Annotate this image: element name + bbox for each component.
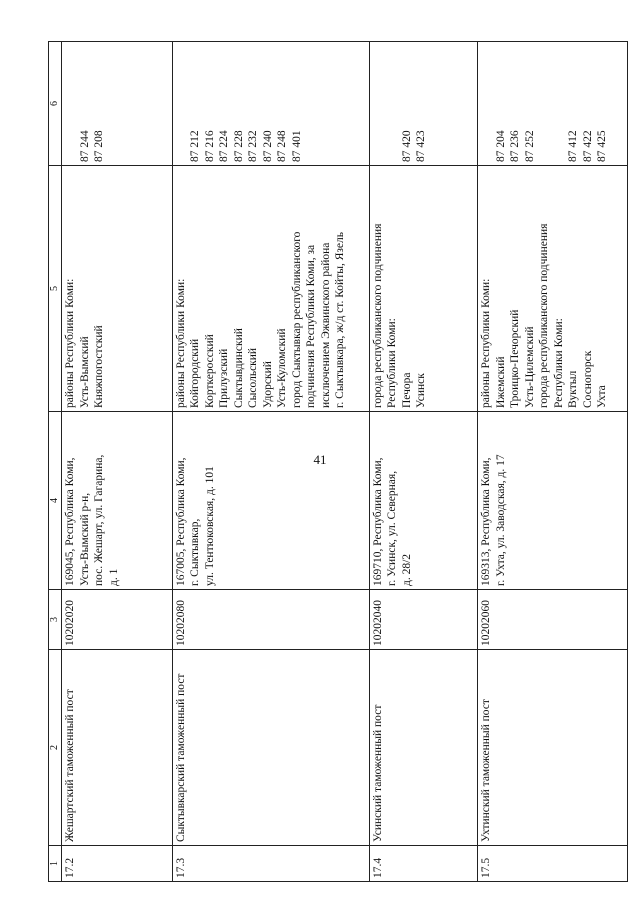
regions-cell [172,166,369,412]
column-header: 3 [49,590,62,650]
okato-codes-cell [172,42,369,166]
row-number: 17.3 [174,857,187,878]
address-line: 169045, Республика Коми, [64,457,76,586]
okato-code: 87 236 [509,130,522,162]
column-header: 4 [49,412,62,590]
region-line: город Сыктывкар республиканского [290,231,303,408]
post-code-cell [369,590,478,650]
region-line: Усинск [415,373,428,408]
address-line: г. Усинск, ул. Северная, [386,470,399,586]
region-line: Ухта [596,385,609,408]
address-line: 169710, Республика Коми, [371,457,384,586]
okato-codes-cell [369,42,478,166]
okato-codes-cell [478,42,628,166]
region-line: Сыктывдинский [232,328,245,408]
post-code: 10202080 [174,600,187,646]
address-line: г. Сыктывкар, [189,518,202,586]
post-name: Сыктывкарский таможенный пост [174,673,187,842]
region-line: районы Республики Коми: [480,278,493,408]
okato-code: 87 420 [400,130,413,162]
okato-code: 87 232 [247,130,260,162]
address-line: пос. Жешарт, ул. Гагарина, [93,454,105,586]
address-line: г. Ухта, ул. Заводская, д. 17 [494,454,507,586]
okato-code [371,45,386,162]
address-line: д. 1 [107,568,120,586]
post-name-cell [62,650,173,846]
header-row [49,42,62,882]
post-code-cell [172,590,369,650]
address-cell [62,412,173,590]
post-code: 10202040 [371,600,384,646]
regions-cell [369,166,478,412]
row-number: 17.2 [64,857,76,878]
region-line: районы Республики Коми: [64,278,76,408]
address-line: Усть-Вымский р-н, [78,492,91,586]
okato-code: 87 252 [523,130,536,162]
region-line: Княжпогостский [93,325,105,408]
post-name-cell [478,650,628,846]
regions-cell [478,166,628,412]
column-header: 2 [49,650,62,846]
okato-code [537,45,552,162]
row-number: 17.5 [480,857,493,878]
region-line: Печора [400,372,413,408]
page-number: 41 [313,452,327,467]
row-number-cell [369,846,478,882]
post-name-cell [172,650,369,846]
region-line: Усть-Куломский [276,328,289,408]
region-line: Койгородский [189,338,202,408]
post-code-cell [62,590,173,650]
table-row [62,42,173,882]
okato-code [479,45,494,162]
column-header: 5 [49,166,62,412]
address-line: 167005, Республика Коми, [174,457,187,586]
region-line: Сосногорск [581,350,594,408]
okato-code: 87 401 [290,130,303,162]
region-line: Троицко-Печорский [509,309,522,408]
post-code: 10202060 [480,600,493,646]
okato-codes-cell [62,42,173,166]
row-number-cell [172,846,369,882]
region-line: районы Республики Коми: [174,278,187,408]
region-line: Корткеросский [203,334,216,408]
table-row [172,42,369,882]
address-cell [172,412,369,590]
okato-code: 87 423 [415,130,428,162]
region-line: Усть-Вымский [78,336,91,408]
post-name: Ухтинский таможенный пост [480,699,493,842]
okato-code: 87 244 [78,130,91,162]
table-row [369,42,478,882]
address-line: 169313, Республика Коми, [480,457,493,586]
region-line: г. Сыктывкара, ж/д ст. Койты, Язель [334,232,347,408]
okato-code: 87 208 [93,130,105,162]
post-name: Жешартский таможенный пост [64,689,76,842]
region-line: Ижемский [494,356,507,408]
okato-code: 87 240 [261,130,274,162]
region-line: подчинения Республики Коми, за [305,244,318,408]
region-line: Усть-Цилемский [523,326,536,408]
okato-code: 87 412 [567,130,580,162]
post-code: 10202020 [64,600,76,646]
post-name: Усинский таможенный пост [371,704,384,842]
column-header: 1 [49,846,62,882]
regions-cell [62,166,173,412]
okato-code: 87 224 [218,130,231,162]
address-cell [478,412,628,590]
region-line: Республики Коми: [552,318,565,408]
post-code-cell [478,590,628,650]
region-line: Республики Коми: [386,318,399,408]
region-line: Удорский [261,361,274,408]
okato-code: 87 204 [494,130,507,162]
region-line: Вуктыл [567,370,580,408]
row-number-cell [478,846,628,882]
rotated-table-container [48,42,628,882]
customs-posts-table [48,41,628,882]
okato-code [552,45,567,162]
okato-code: 87 228 [232,130,245,162]
region-line: исключением Эжвинского района [319,242,332,408]
okato-code: 87 425 [596,130,609,162]
address-cell [369,412,478,590]
table-row [478,42,628,882]
address-line: ул. Тентюковская, д. 101 [203,466,216,586]
okato-code [174,45,189,162]
okato-code: 87 422 [581,130,594,162]
okato-code [63,45,78,162]
address-line: д. 28/2 [400,553,413,586]
okato-code [385,45,400,162]
row-number: 17.4 [371,857,384,878]
okato-code: 87 248 [276,130,289,162]
region-line: города республиканского подчинения [538,223,551,408]
column-header: 6 [49,42,62,166]
okato-code: 87 216 [203,130,216,162]
region-line: Прилузский [218,348,231,408]
region-line: города республиканского подчинения [371,223,384,408]
row-number-cell [62,846,173,882]
okato-code: 87 212 [189,130,202,162]
region-line: Сысольский [247,347,260,408]
post-name-cell [369,650,478,846]
